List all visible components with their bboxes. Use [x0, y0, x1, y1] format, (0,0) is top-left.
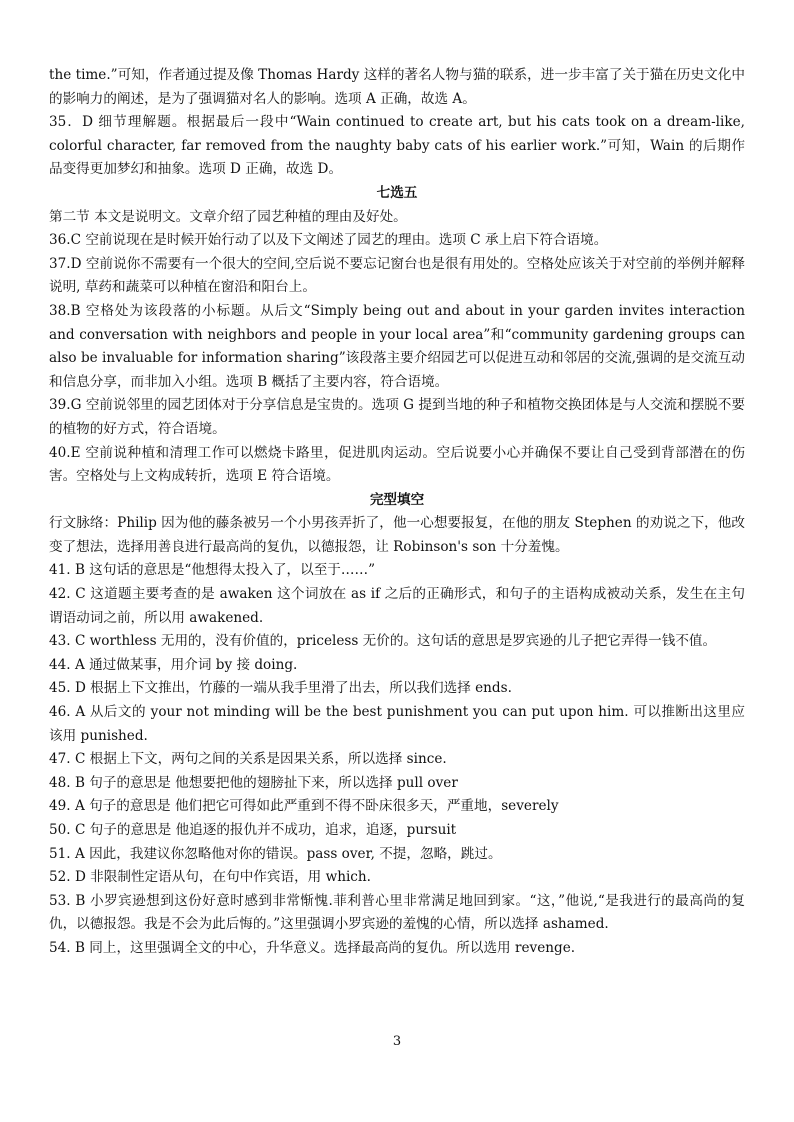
answer-49: 49. A 句子的意思是 他们把它可得如此严重到不得不卧床很多天，严重地，severely	[49, 798, 559, 815]
answer-53: 53. B 小罗宾逊想到这份好意时感到非常惭愧.菲利普心里非常满足地回到家。“这，”他说,“是我进行的最高尚的复仇，以德报怨。我是不会为此后悔的。”这里强调小罗宾逊的羞愧的心情，所以选择 ashamed.	[49, 892, 745, 933]
answer-39: 39.G 空前说邻里的园艺团体对于分享信息是宝贵的。选项 G 提到当地的种子和植物交换团体是与人交流和摆脱不要的植物的好方式，符合语境。	[49, 397, 745, 437]
answer-54: 54. B 同上，这里强调全文的中心，升华意义。选择最高尚的复仇。所以选用 revenge.	[49, 939, 576, 956]
answer-37: 37.D 空前说你不需要有一个很大的空间,空后说不要忘记窗台也是很有用处的。空格处应该关于对空前的举例并解释说明, 草药和蔬菜可以种植在窗沿和阳台上。	[49, 255, 745, 296]
answer-38: 38.B 空格处为该段落的小标题。从后文“Simply being out and about in your garden invites interaction and conversation with neighbors and people in your local area”和“community gardening groups can also be invaluable for information sharing”该段落主要介绍园艺可以促进互动和邻居的交流,强调的是交流互动和信息分享，而非加入小组。选项 B 概括了主要内容，符合语境。	[49, 302, 745, 390]
paragraph-34-tail: the time.”可知，作者通过提及像 Thomas Hardy 这样的著名人物与猫的联系，进一步丰富了关于猫在历史文化中的影响力的阐述，是为了强调猫对名人的影响。选项 A 正确，故选 A。	[49, 67, 745, 107]
answer-45: 45. D 根据上下文推出，竹藤的一端从我手里滑了出去，所以我们选择 ends.	[49, 680, 512, 697]
cloze-summary: 行文脉络：Philip 因为他的藤条被另一个小男孩弄折了，他一心想要报复，在他的朋友 Stephen 的劝说之下，他改变了想法，选择用善良进行最高尚的复仇，以德报怨，让 Robinson's son 十分羞愧。	[49, 515, 745, 555]
answer-43: 43. C worthless 无用的，没有价值的，priceless 无价的。这句话的意思是罗宾逊的儿子把它弄得一钱不值。	[49, 633, 717, 650]
answer-46: 46. A 从后文的 your not minding will be the best punishment you can put upon him. 可以推断出这里应该用 punished.	[49, 704, 745, 744]
answer-51: 51. A 因此，我建议你忽略他对你的错误。pass over, 不提，忽略，跳过。	[49, 845, 502, 862]
section-intro: 第二节 本文是说明文。文章介绍了园艺种植的理由及好处。	[49, 208, 407, 225]
answer-41: 41. B 这句话的意思是“他想得太投入了，以至于……”	[49, 562, 376, 579]
answer-40: 40.E 空前说种植和清理工作可以燃烧卡路里，促进肌肉运动。空后说要小心并确保不要让自己受到背部潜在的伤害。空格处与上文构成转折，选项 E 符合语境。	[49, 444, 745, 485]
answer-42: 42. C 这道题主要考查的是 awaken 这个词放在 as if 之后的正确形式，和句子的主语构成被动关系，发生在主句谓语动词之前，所以用 awakened.	[49, 586, 745, 626]
answer-48: 48. B 句子的意思是 他想要把他的翅膀扯下来，所以选择 pull over	[49, 774, 458, 791]
page-number: 3	[392, 1034, 402, 1049]
answer-44: 44. A 通过做某事，用介词 by 接 doing.	[49, 656, 298, 673]
answer-36: 36.C 空前说现在是时候开始行动了以及下文阐述了园艺的理由。选项 C 承上启下符合语境。	[49, 232, 608, 249]
answer-50: 50. C 句子的意思是 他追逐的报仇并不成功，追求，追逐，pursuit	[49, 822, 457, 838]
section-heading-seven-choose-five: 七选五	[376, 184, 418, 201]
paragraph-35: 35．D 细节理解题。根据最后一段中“Wain continued to create art, but his cats took on a dream-like, colorful character, far removed from the naughty baby cats of his earlier work.”可知，Wain 的后期作品变得更加梦幻和抽象。选项 D 正确，故选 D。	[49, 114, 745, 178]
answer-52: 52. D 非限制性定语从句，在句中作宾语，用 which.	[49, 869, 372, 886]
section-heading-cloze: 完型填空	[369, 491, 425, 508]
answer-explanations	[49, 64, 745, 961]
answer-47: 47. C 根据上下文，两句之间的关系是因果关系，所以选择 since.	[49, 751, 447, 768]
